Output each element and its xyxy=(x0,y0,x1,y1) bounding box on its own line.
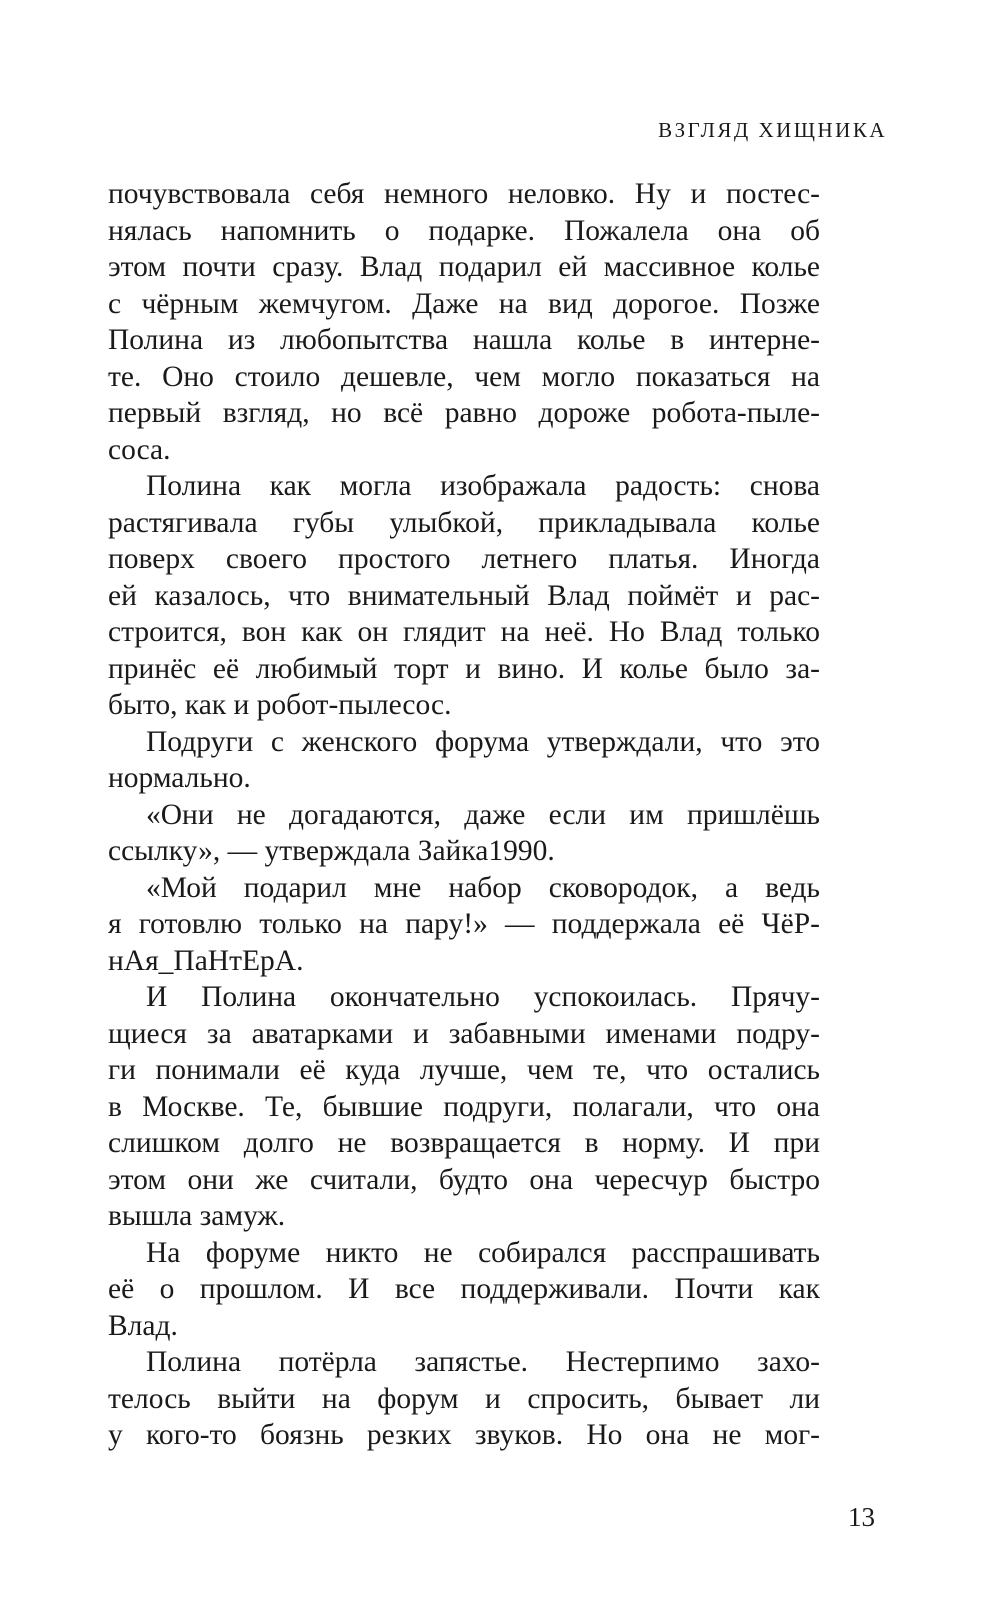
text-line: ссылку», — утверждала Зайка1990. xyxy=(108,835,555,867)
text-line: её о прошлом. И все поддерживали. Почти как xyxy=(108,1273,820,1305)
text-line: поверх своего простого летнего платья. Иногда xyxy=(108,543,820,575)
text-line: этом почти сразу. Влад подарил ей массивное колье xyxy=(108,251,820,283)
body-text xyxy=(108,176,820,1454)
text-line: Полина как могла изображала радость: снова xyxy=(146,470,820,502)
text-line: ги понимали её куда лучше, чем те, что остались xyxy=(108,1054,820,1086)
text-line: быто, как и робот-пылесос. xyxy=(108,689,452,721)
text-line: растягивала губы улыбкой, прикладывала колье xyxy=(108,506,820,539)
text-line: этом они же считали, будто она чересчур быстро xyxy=(108,1163,820,1196)
text-line: «Мой подарил мне набор сковородок, а ведь xyxy=(146,871,820,904)
text-line: вышла замуж. xyxy=(108,1200,286,1232)
paragraph xyxy=(108,176,820,468)
text-line: На форуме никто не собирался расспрашивать xyxy=(146,1236,820,1269)
text-line: строится, вон как он глядит на неё. Но Влад только xyxy=(108,616,820,648)
text-line: первый взгляд, но всё равно дороже робота-пыле- xyxy=(108,397,820,429)
paragraph xyxy=(108,1235,820,1345)
text-line: с чёрным жемчугом. Даже на вид дорогое. Позже xyxy=(108,287,820,320)
text-line: те. Оно стоило дешевле, чем могло показаться на xyxy=(108,360,820,393)
paragraph xyxy=(108,724,820,797)
text-line: щиеся за аватарками и забавными именами подру- xyxy=(108,1017,820,1050)
text-line: Подруги с женского форума утверждали, что это xyxy=(146,725,820,758)
text-line: я готовлю только на пару!» — поддержала её ЧёР- xyxy=(108,908,820,940)
paragraph xyxy=(108,979,820,1235)
text-line: слишком долго не возвращается в норму. И при xyxy=(108,1127,820,1159)
text-line: «Они не догадаются, даже если им пришлёшь xyxy=(146,798,820,831)
paragraph xyxy=(108,870,820,980)
text-line: нялась напомнить о подарке. Пожалела она об xyxy=(108,214,820,247)
text-line: И Полина окончательно успокоилась. Прячу- xyxy=(146,981,820,1013)
text-line: у кого-то боязнь резких звуков. Но она не мог- xyxy=(108,1419,820,1451)
text-line: ей казалось, что внимательный Влад поймёт и рас- xyxy=(108,579,820,612)
paragraph xyxy=(108,797,820,870)
text-line: нормально. xyxy=(108,762,251,794)
text-line: Полина из любопытства нашла колье в интерне- xyxy=(108,324,820,356)
text-line: в Москве. Те, бывшие подруги, полагали, что она xyxy=(108,1090,820,1123)
text-line: почувствовала себя немного неловко. Ну и постес- xyxy=(108,178,820,210)
page-number: 13 xyxy=(848,1502,875,1532)
text-line: соса. xyxy=(108,433,171,466)
paragraph xyxy=(108,1344,820,1454)
text-line: Влад. xyxy=(108,1309,178,1342)
paragraph xyxy=(108,468,820,724)
text-line: Полина потёрла запястье. Нестерпимо захо- xyxy=(146,1346,820,1378)
text-line: телось выйти на форум и спросить, бывает ли xyxy=(108,1382,820,1415)
text-line: нАя_ПаНтЕрА. xyxy=(108,944,304,977)
running-title: ВЗГЛЯД ХИЩНИКА xyxy=(658,118,887,142)
text-line: принёс её любимый торт и вино. И колье было за- xyxy=(108,652,820,685)
